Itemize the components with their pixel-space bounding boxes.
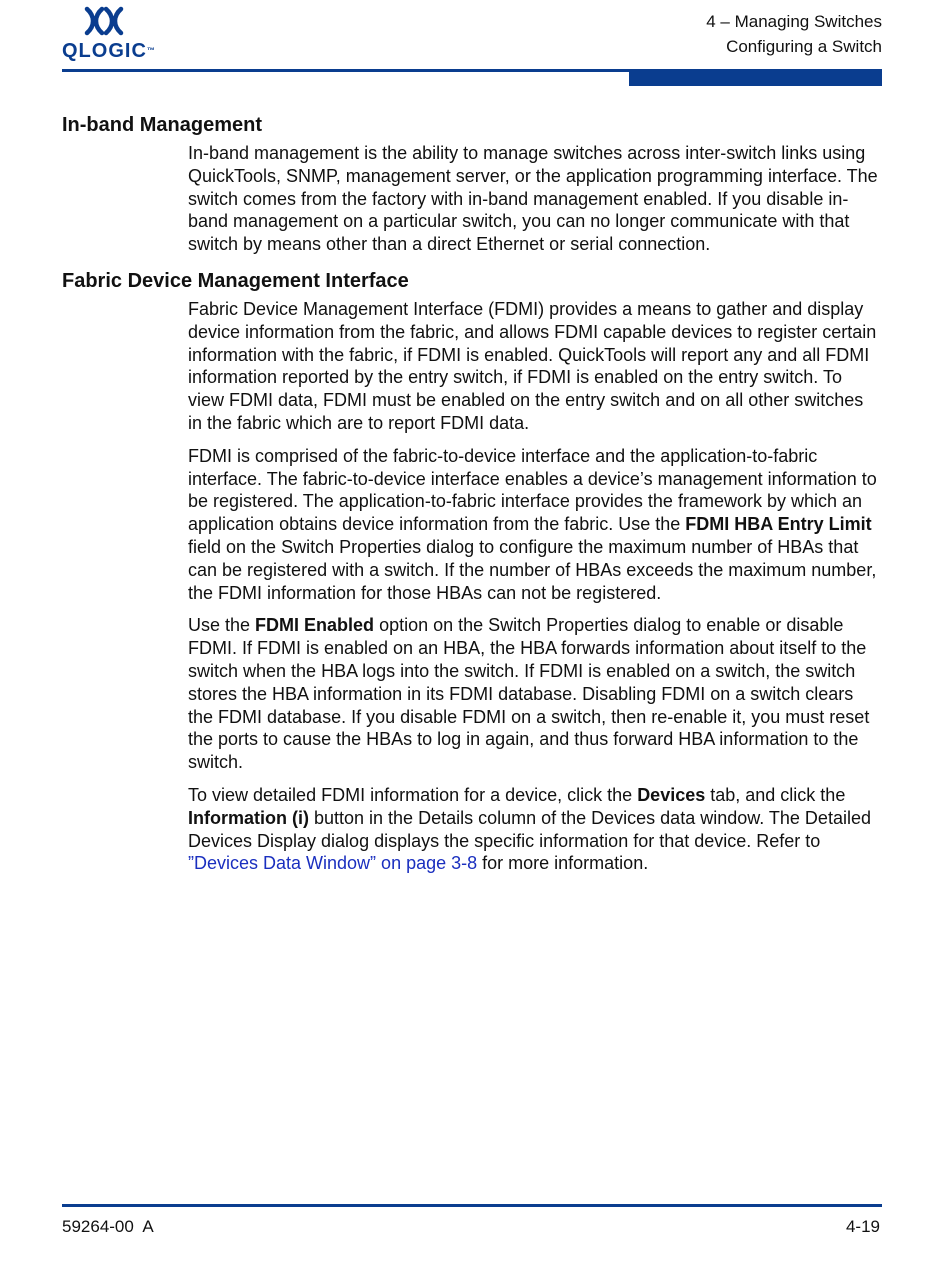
qlogic-logo-icon: [83, 6, 125, 36]
bold-term: Information (i): [188, 807, 309, 828]
chapter-title: 4 – Managing Switches: [706, 12, 882, 31]
bold-term: FDMI Enabled: [255, 615, 375, 636]
qlogic-logo: [62, 6, 155, 62]
paragraph: Fabric Device Management Interface (FDMI) provides a means to gather and display device information from the fabric, and allows FDMI capable devices to register certain information with the fabric, if FDMI is enabled. QuickTools will report any and all FDMI information reported by the entry switch, if FDMI is enabled on the entry switch. To view FDMI data, FDMI must be enabled on the entry switch and on all other switches in the fabric which are to report FDMI data.: [188, 298, 877, 433]
running-header: [706, 9, 882, 59]
section-in-band-management: [62, 112, 882, 256]
paragraph: FDMI is comprised of the fabric-to-device interface and the application-to-fabric interface. The fabric-to-device interface enables a device’s management information to be registered. The application-to-fabric interface provides the framework by which an application obtains device information from the fabric. Use the FDMI HBA Entry Limit field on the Switch Properties dialog to configure the maximum number of HBAs that can be registered with a switch. If the number of HBAs exceeds the maximum number, the FDMI information for those HBAs can not be registered.: [188, 445, 877, 603]
header-tab-bar: [629, 69, 882, 86]
logo-wordmark: QLOGIC™: [62, 40, 155, 62]
cross-reference-link[interactable]: ”Devices Data Window” on page 3-8: [188, 853, 478, 874]
bold-term: Devices: [637, 784, 706, 805]
heading-fdmi: Fabric Device Management Interface: [62, 269, 409, 292]
page-number: 4-19: [845, 1217, 880, 1236]
paragraph: To view detailed FDMI information for a device, click the Devices tab, and click the Information (i) button in the Details column of the Devices data window. The Detailed Devices Display dialog displays the specific information for that device. Refer to ”Devices Data Window” on page 3-8 for more information.: [188, 784, 871, 874]
page-content: [62, 112, 882, 875]
bold-term: FDMI HBA Entry Limit: [685, 514, 872, 535]
section-fdmi: [62, 268, 882, 875]
heading-in-band-management: In-band Management: [62, 114, 263, 136]
doc-number: 59264-00 A: [62, 1217, 154, 1236]
paragraph: In-band management is the ability to manage switches across inter-switch links using QuickTools, SNMP, management server, or the application programming interface. The switch comes from the factory with in-band management enabled. If you disable in-band management on a particular switch, you can no longer communicate with that switch by means other than a direct Ethernet or serial connection.: [188, 143, 878, 255]
footer-rule: [62, 1204, 882, 1207]
paragraph: Use the FDMI Enabled option on the Switch Properties dialog to enable or disable FDMI. If FDMI is enabled on an HBA, the HBA forwards information about itself to the switch when the HBA logs into the switch. If FDMI is enabled on a switch, the switch stores the HBA information in its FDMI database. Disabling FDMI on a switch clears the FDMI database. If you disable FDMI on a switch, then re-enable it, you must reset the ports to cause the HBAs to log in again, and thus forward HBA information to the switch.: [188, 615, 870, 773]
section-title: Configuring a Switch: [726, 37, 882, 56]
